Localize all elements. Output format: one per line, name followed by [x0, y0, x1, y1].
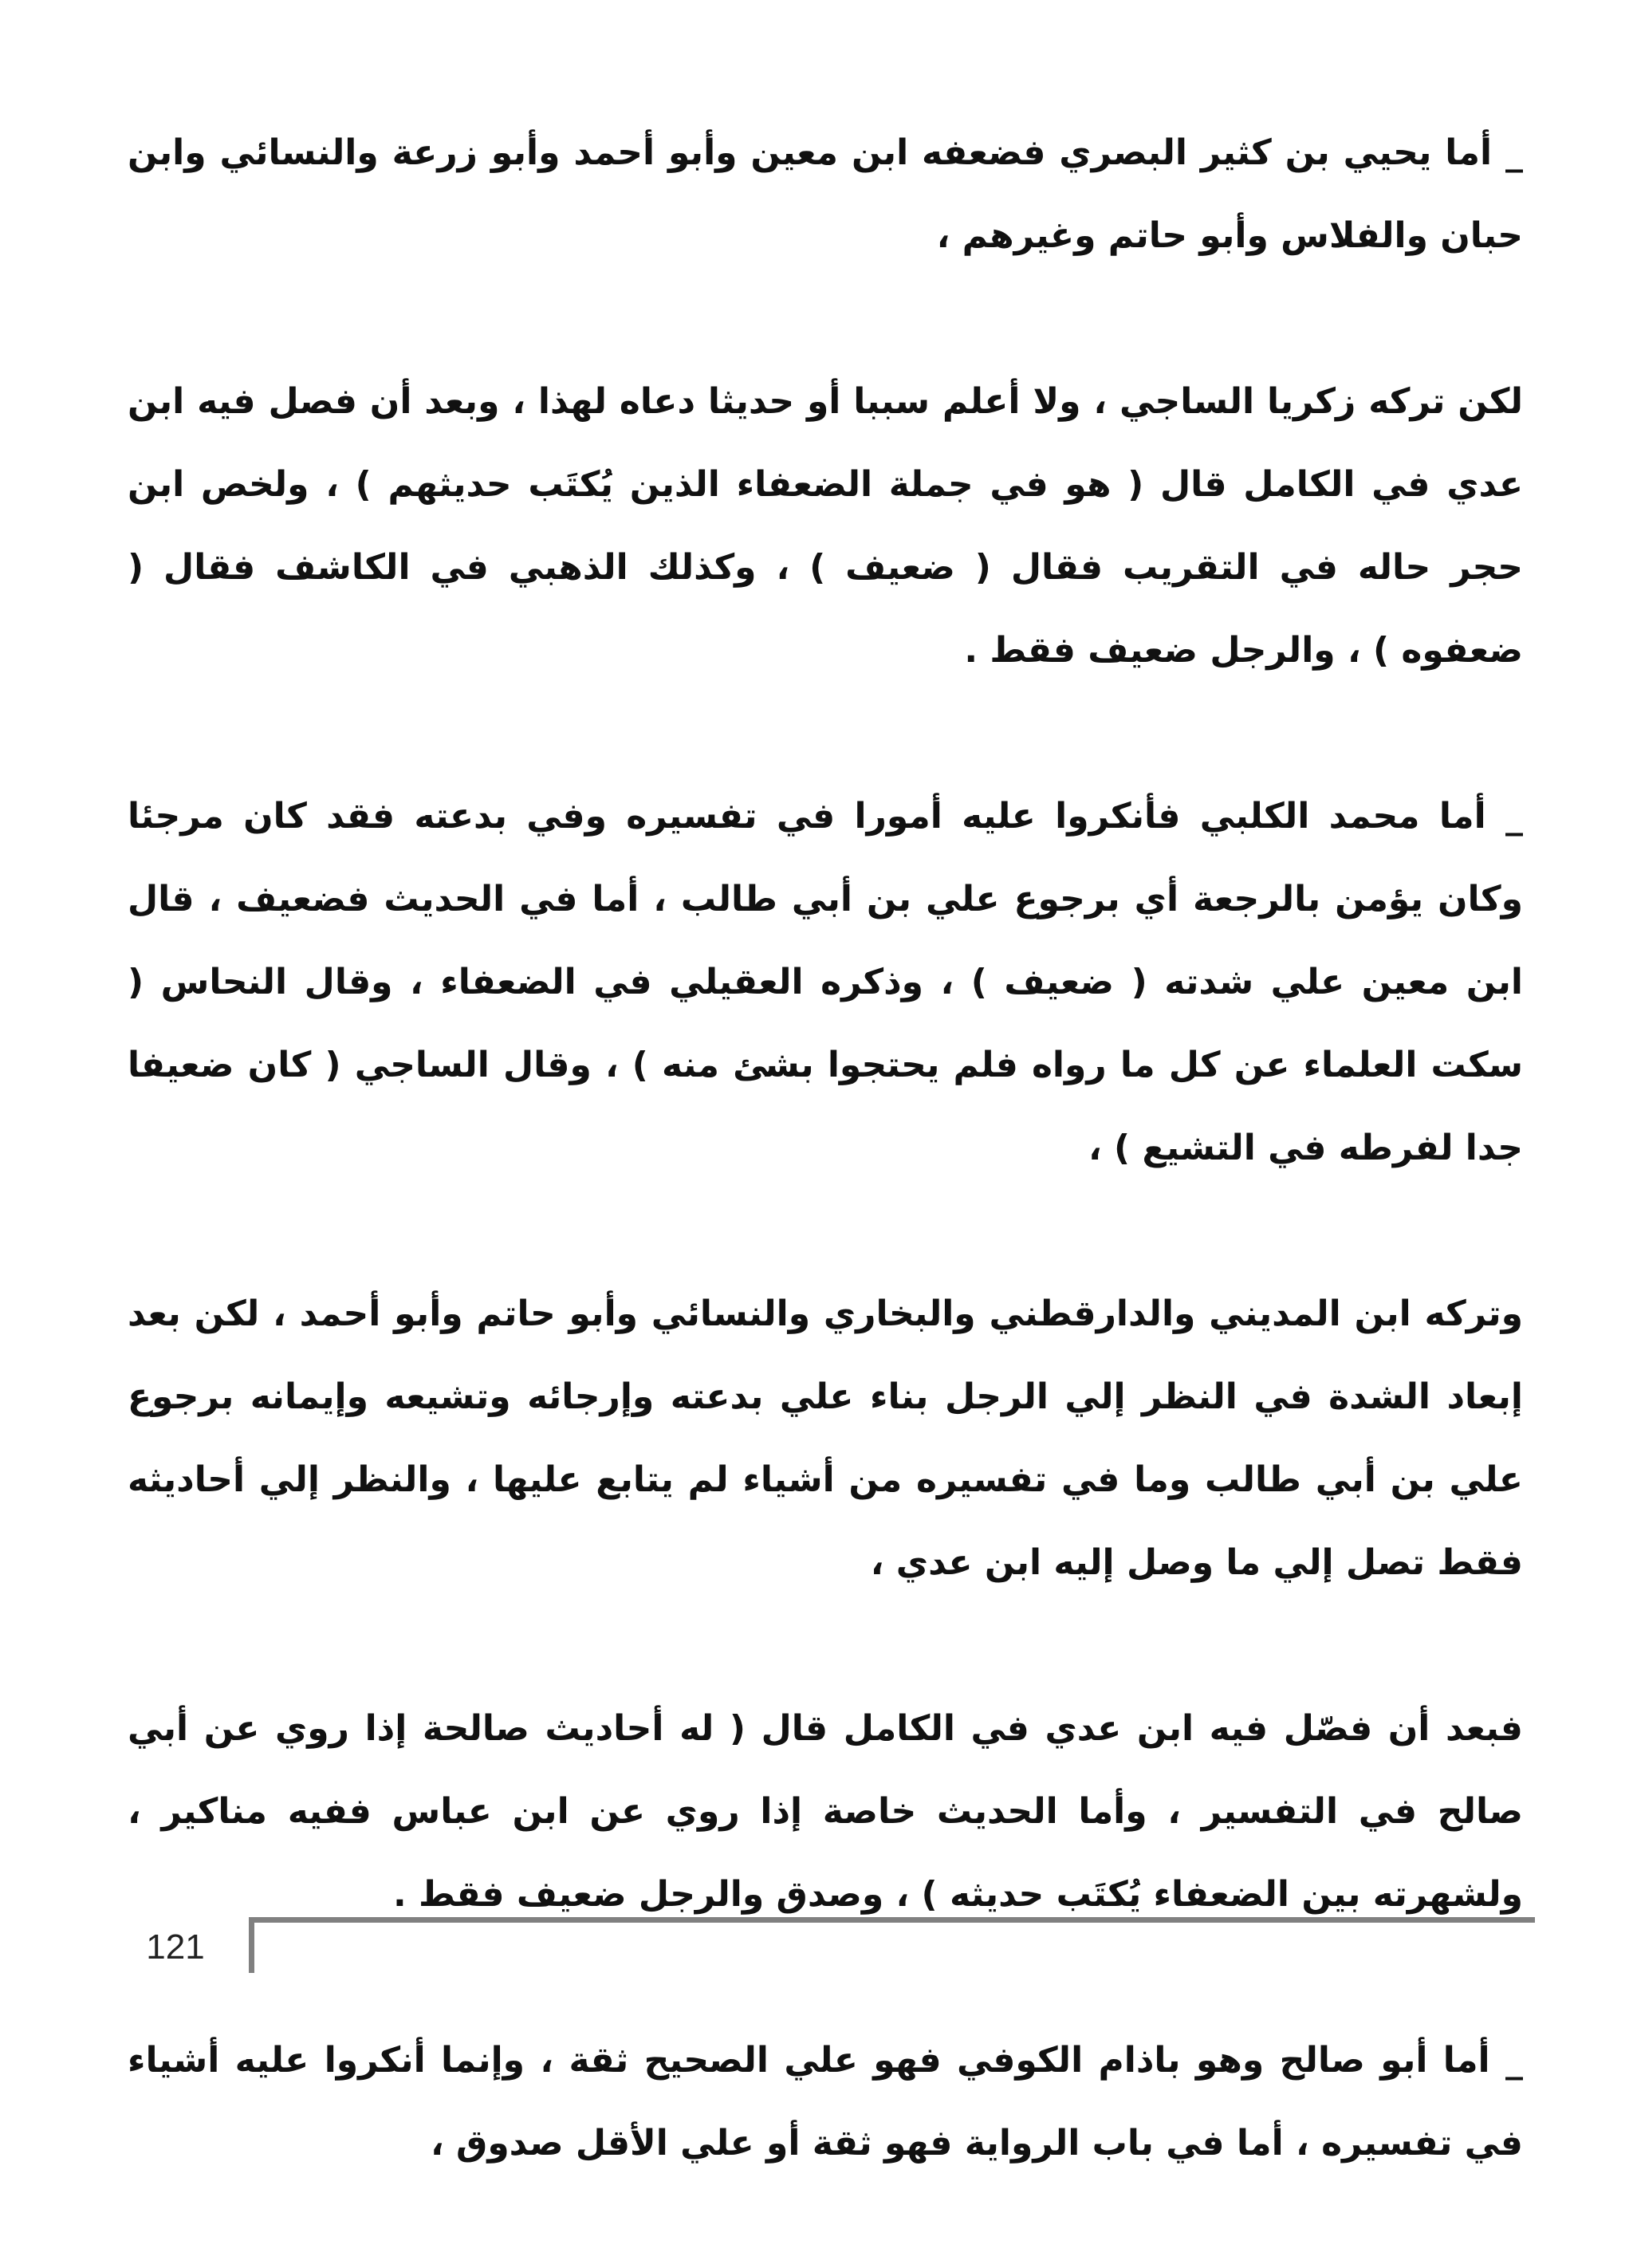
footer-divider	[249, 1919, 254, 1973]
footer-rule	[249, 1917, 1535, 1923]
paragraph-3: _ أما محمد الكلبي فأنكروا عليه أمورا في تفسيره وفي بدعته فقد كان مرجئا وكان يؤمن بالرجعة أي برجوع علي بن أبي طالب ، أما في الحديث فضعيف ، قال ابن معين علي شدته ( ضعيف ) ، وذكره العقيلي في الضعفاء ، وقال النحاس ( سكت العلماء عن كل ما رواه فلم يحتجوا بشئ منه ) ، وقال الساجي ( كان ضعيفا جدا لفرطه في التشيع ) ،	[128, 796, 1523, 1168]
paragraph-6: _ أما أبو صالح وهو باذام الكوفي فهو علي الصحيح ثقة ، وإنما أنكروا عليه أشياء في تفسيره ، أما في باب الرواية فهو ثقة أو علي الأقل صدوق ،	[128, 2040, 1523, 2164]
paragraph-5: فبعد أن فصّل فيه ابن عدي في الكامل قال ( له أحاديث صالحة إذا روي عن أبي صالح في التفسير ، وأما الحديث خاصة إذا روي عن ابن عباس ففيه مناكير ، ولشهرته بين الضعفاء يُكتَب حديثه ) ، وصدق والرجل ضعيف فقط .	[128, 1708, 1523, 1915]
paragraph-4: وتركه ابن المديني والدارقطني والبخاري والنسائي وأبو حاتم وأبو أحمد ، لكن بعد إبعاد الشدة في النظر إلي الرجل بناء علي بدعته وإرجائه وتشيعه وإيمانه برجوع علي بن أبي طالب وما في تفسيره من أشياء لم يتابع عليها ، والنظر إلي أحاديثه فقط تصل إلي ما وصل إليه ابن عدي ،	[128, 1293, 1523, 1583]
paragraph-1: _ أما يحيي بن كثير البصري فضعفه ابن معين وأبو أحمد وأبو زرعة والنسائي وابن حبان والفلاس وأبو حاتم وغيرهم ،	[128, 132, 1523, 256]
paragraph-2: لكن تركه زكريا الساجي ، ولا أعلم سببا أو حديثا دعاه لهذا ، وبعد أن فصل فيه ابن عدي في الكامل قال ( هو في جملة الضعفاء الذين يُكتَب حديثهم ) ، ولخص ابن حجر حاله في التقريب فقال ( ضعيف ) ، وكذلك الذهبي في الكاشف فقال ( ضعفوه ) ، والرجل ضعيف فقط .	[128, 381, 1523, 671]
page-body	[128, 112, 1523, 2268]
page-number: 121	[146, 1927, 205, 1967]
